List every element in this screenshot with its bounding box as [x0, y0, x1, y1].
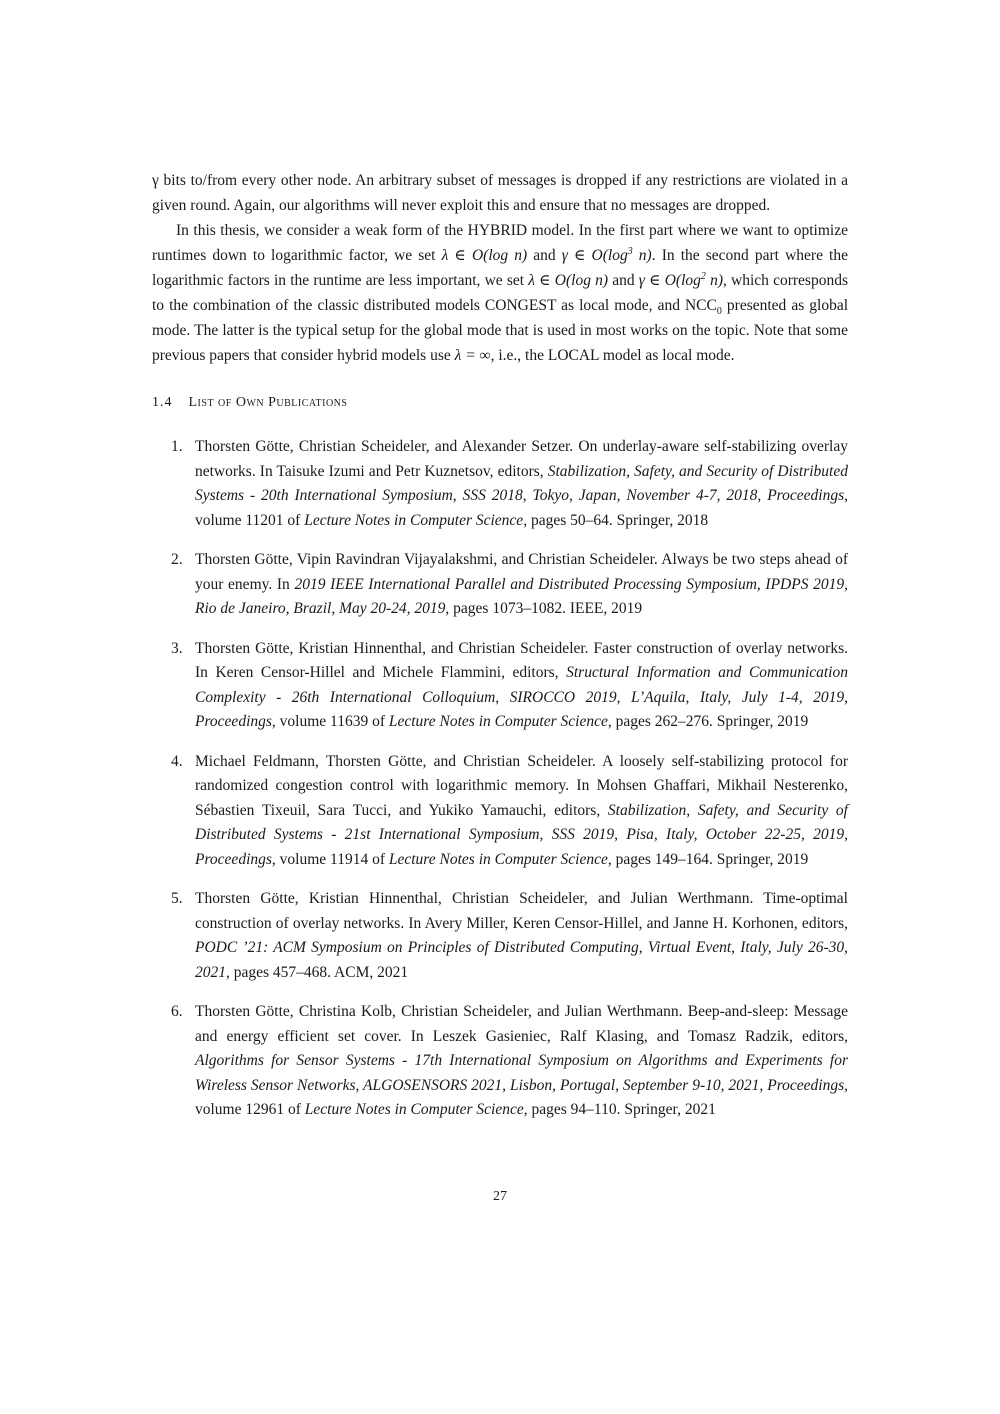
citation-authors: Thorsten Götte, Kristian Hinnenthal, Christian Scheideler, and Julian Werthmann. Time-optimal construction of overlay networks. In Avery Miller, Keren Censor-Hillel, and Janne H. Korhonen, editors, [195, 890, 848, 932]
citation-series: Lecture Notes in Computer Science [304, 511, 524, 529]
citation-series: Lecture Notes in Computer Science [304, 1101, 524, 1118]
citation-text: , pages 457–468. ACM, 2021 [226, 963, 409, 981]
citation-pages: , pages 149–164. Springer, 2019 [607, 850, 809, 868]
citation-text: , volume 11914 of [271, 850, 389, 868]
section-title: List of Own Publications [188, 395, 348, 410]
publication-item [152, 750, 848, 873]
citation-text: , volume 12961 of [195, 1076, 848, 1118]
citation-authors: Thorsten Götte, Vipin Ravindran Vijayalakshmi, and Christian Scheideler. Always be two steps ahead of your enemy. In [195, 551, 848, 593]
list-number: 4. [171, 752, 183, 770]
publication-list [152, 435, 848, 1123]
math-lambda-log-2: λ ∈ O(log n) [528, 272, 609, 289]
publication-item [152, 1000, 848, 1123]
math-gamma-log3 [562, 247, 652, 264]
list-number: 1. [171, 438, 183, 455]
citation-venue: Algorithms for Sensor Systems - 17th International Symposium on Algorithms and Experiments for Wireless Sensor Networks, ALGOSENSORS 2021, Lisbon, Portugal, September 9-10, 2021, Proceedings [195, 1052, 848, 1094]
citation-venue: Stabilization, Safety, and Security of Distributed Systems - 20th International Symposium, SSS 2018, Tokyo, Japan, November 4-7, 2018, Proceedings [195, 462, 848, 504]
citation-series: Lecture Notes in Computer Science [388, 713, 608, 730]
publication-item [152, 637, 848, 735]
math-part: γ ∈ O(log [638, 272, 701, 289]
text-run: and [527, 247, 562, 264]
text-run: and [608, 272, 639, 289]
citation-authors: Thorsten Götte, Kristian Hinnenthal, and Christian Scheideler. Faster construction of overlay networks. In Keren Censor-Hillel and Michele Flammini, editors, [195, 639, 848, 681]
publication-item [152, 435, 848, 533]
math-lambda-infinity: λ = ∞ [454, 347, 491, 364]
math-exponent: 2 [700, 270, 706, 282]
citation-venue: 2019 IEEE International Parallel and Distributed Processing Symposium, IPDPS 2019, Rio de Janeiro, Brazil, May 20-24, 2019 [195, 575, 848, 617]
text-run: , which corresponds to the combination of the classic distributed models CONGEST as local mode, and NCC [152, 272, 848, 314]
section-heading [152, 395, 848, 411]
paragraph-hybrid-model [152, 218, 848, 368]
publication-item [152, 548, 848, 622]
list-number: 6. [171, 1003, 183, 1020]
math-part: γ ∈ O(log [561, 247, 628, 264]
citation-series: Lecture Notes in Computer Science [388, 850, 608, 868]
citation-venue: Stabilization, Safety, and Security of Distributed Systems - 21st International Symposium, SSS 2019, Pisa, Italy, October 22-25, 2019, Proceedings [195, 801, 848, 868]
math-part: n) [705, 272, 723, 289]
list-number: 2. [171, 551, 183, 568]
math-gamma-log2 [639, 272, 723, 289]
citation-pages: , pages 50–64. Springer, 2018 [523, 511, 709, 529]
list-number: 3. [171, 639, 183, 657]
text-run: . In the second part where the logarithmic factors in the runtime are less important, we set [152, 247, 848, 289]
math-lambda-log: λ ∈ O(log n) [441, 247, 528, 264]
text-run: presented as global mode. The latter is the typical setup for the global mode that is used in most works on the topic. Note that some previous papers that consider hybrid models use [152, 297, 848, 364]
citation-pages: , pages 94–110. Springer, 2021 [523, 1101, 716, 1118]
list-number: 5. [171, 890, 183, 907]
math-part: n) [632, 247, 652, 264]
citation-text: , volume 11201 of [195, 487, 848, 529]
text-run: , i.e., the LOCAL model as local mode. [490, 347, 735, 364]
subscript: 0 [716, 306, 722, 318]
publication-item [152, 887, 848, 985]
citation-authors: Thorsten Götte, Christina Kolb, Christian Scheideler, and Julian Werthmann. Beep-and-sleep: Message and energy efficient set cover. In Leszek Gasieniec, Ralf Klasing, and Tomasz Radzik, editors, [195, 1003, 848, 1045]
citation-authors: Thorsten Götte, Christian Scheideler, and Alexander Setzer. On underlay-aware self-stabilizing overlay networks. In Taisuke Izumi and Petr Kuznetsov, editors, [195, 438, 848, 480]
page-body [152, 168, 848, 1138]
citation-venue: PODC ’21: ACM Symposium on Principles of Distributed Computing, Virtual Event, Italy, July 26-30, 2021 [195, 939, 848, 981]
citation-text: , pages 1073–1082. IEEE, 2019 [445, 600, 643, 617]
citation-pages: , pages 262–276. Springer, 2019 [607, 713, 809, 730]
math-exponent: 3 [627, 245, 633, 257]
page-number: 27 [493, 1189, 507, 1204]
paragraph-continuation: γ bits to/from every other node. An arbitrary subset of messages is dropped if any restrictions are violated in a given round. Again, our algorithms will never exploit this and ensure that no messages are dropped. [152, 172, 848, 214]
text-run: In this thesis, we consider a weak form of the HYBRID model. In the first part where we want to optimize runtimes down to logarithmic factor, we set [152, 222, 848, 264]
citation-venue: Structural Information and Communication Complexity - 26th International Colloquium, SIROCCO 2019, L’Aquila, Italy, July 1-4, 2019, Proceedings [195, 664, 848, 730]
citation-text: , volume 11639 of [271, 713, 389, 730]
section-number: 1.4 [152, 395, 173, 410]
citation-authors: Michael Feldmann, Thorsten Götte, and Christian Scheideler. A loosely self-stabilizing protocol for randomized congestion control with logarithmic memory. In Mohsen Ghaffari, Mikhail Nesterenko, Sébastien Tixeuil, Sara Tucci, and Yukiko Yamauchi, editors, [195, 752, 848, 819]
